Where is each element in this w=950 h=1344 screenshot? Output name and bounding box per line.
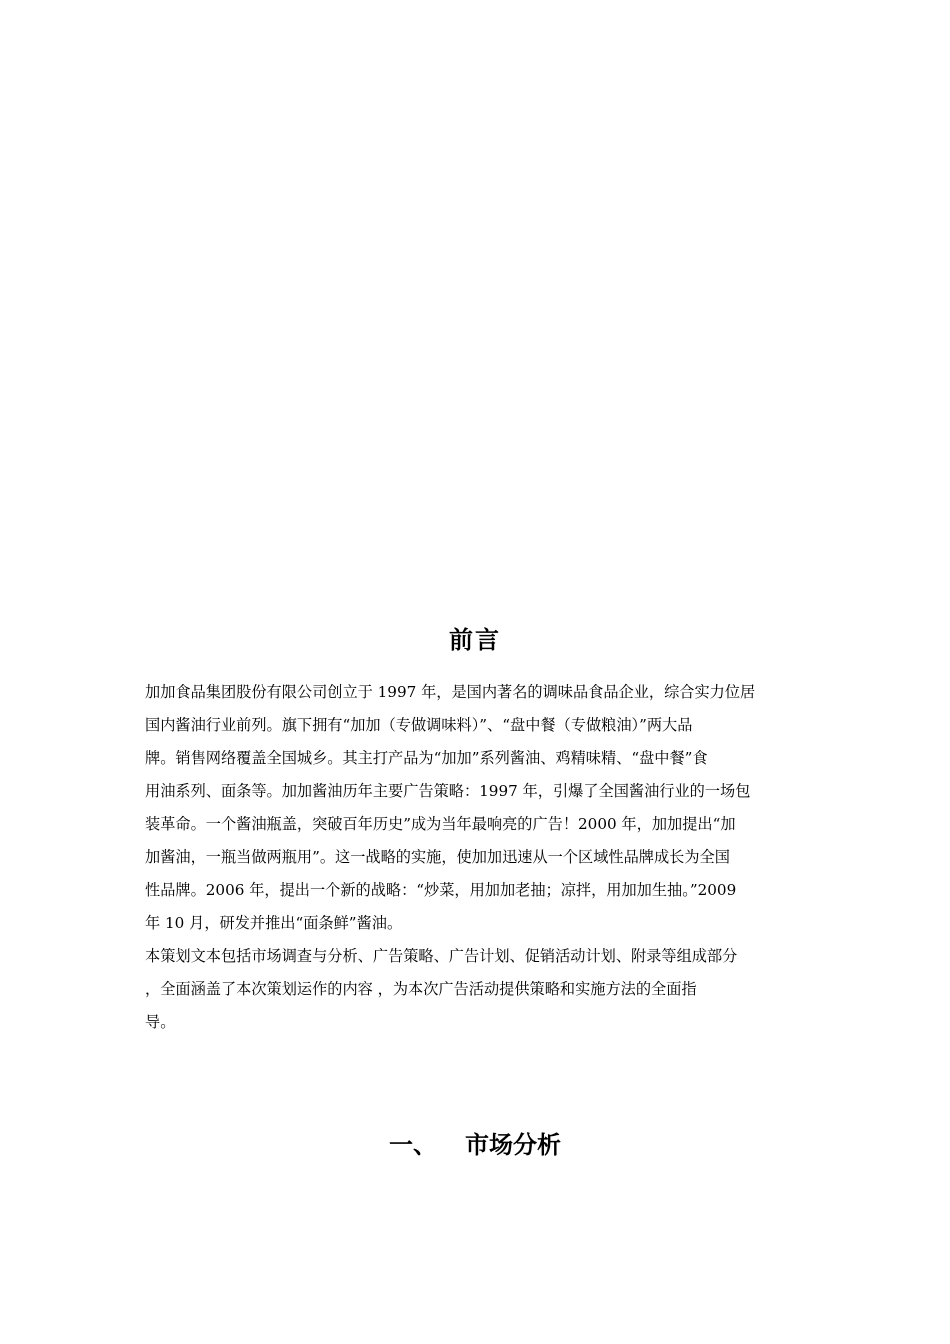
paragraph-line: 性品牌。2006 年，提出一个新的战略：“炒菜，用加加老抽；凉拌，用加加生抽。”2009 <box>145 881 737 899</box>
paragraph-line: 导。 <box>145 1013 176 1031</box>
paragraph-line: ，全面涵盖了本次策划运作的内容 ，为本次广告活动提供策略和实施方法的全面指 <box>145 980 697 998</box>
paragraph-line: 用油系列、面条等。加加酱油历年主要广告策略：1997 年，引爆了全国酱油行业的一场包 <box>145 782 751 800</box>
section-heading <box>0 1127 950 1163</box>
section-number: 一、 <box>389 1130 437 1159</box>
preface-title: 前言 <box>449 625 501 654</box>
paragraph-line: 加酱油，一瓶当做两瓶用”。这一战略的实施，使加加迅速从一个区域性品牌成长为全国 <box>145 848 730 866</box>
paragraph-line: 牌。销售网络覆盖全国城乡。其主打产品为“加加”系列酱油、鸡精味精、“盘中餐”食 <box>145 749 708 767</box>
paragraph-line: 国内酱油行业前列。旗下拥有“加加（专做调味料）”、“盘中餐（专做粮油）”两大品 <box>145 716 693 734</box>
section-title: 市场分析 <box>465 1130 561 1159</box>
paragraph-line: 本策划文本包括市场调查与分析、广告策略、广告计划、促销活动计划、附录等组成部分 <box>145 947 738 965</box>
preface-body <box>145 676 807 1039</box>
paragraph-line: 装革命。一个酱油瓶盖，突破百年历史”成为当年最响亮的广告！2000 年，加加提出“加 <box>145 815 736 833</box>
paragraph-line: 加加食品集团股份有限公司创立于 1997 年，是国内著名的调味品食品企业，综合实力位居 <box>145 683 756 701</box>
paragraph-line: 年 10 月，研发并推出“面条鲜”酱油。 <box>145 914 403 932</box>
